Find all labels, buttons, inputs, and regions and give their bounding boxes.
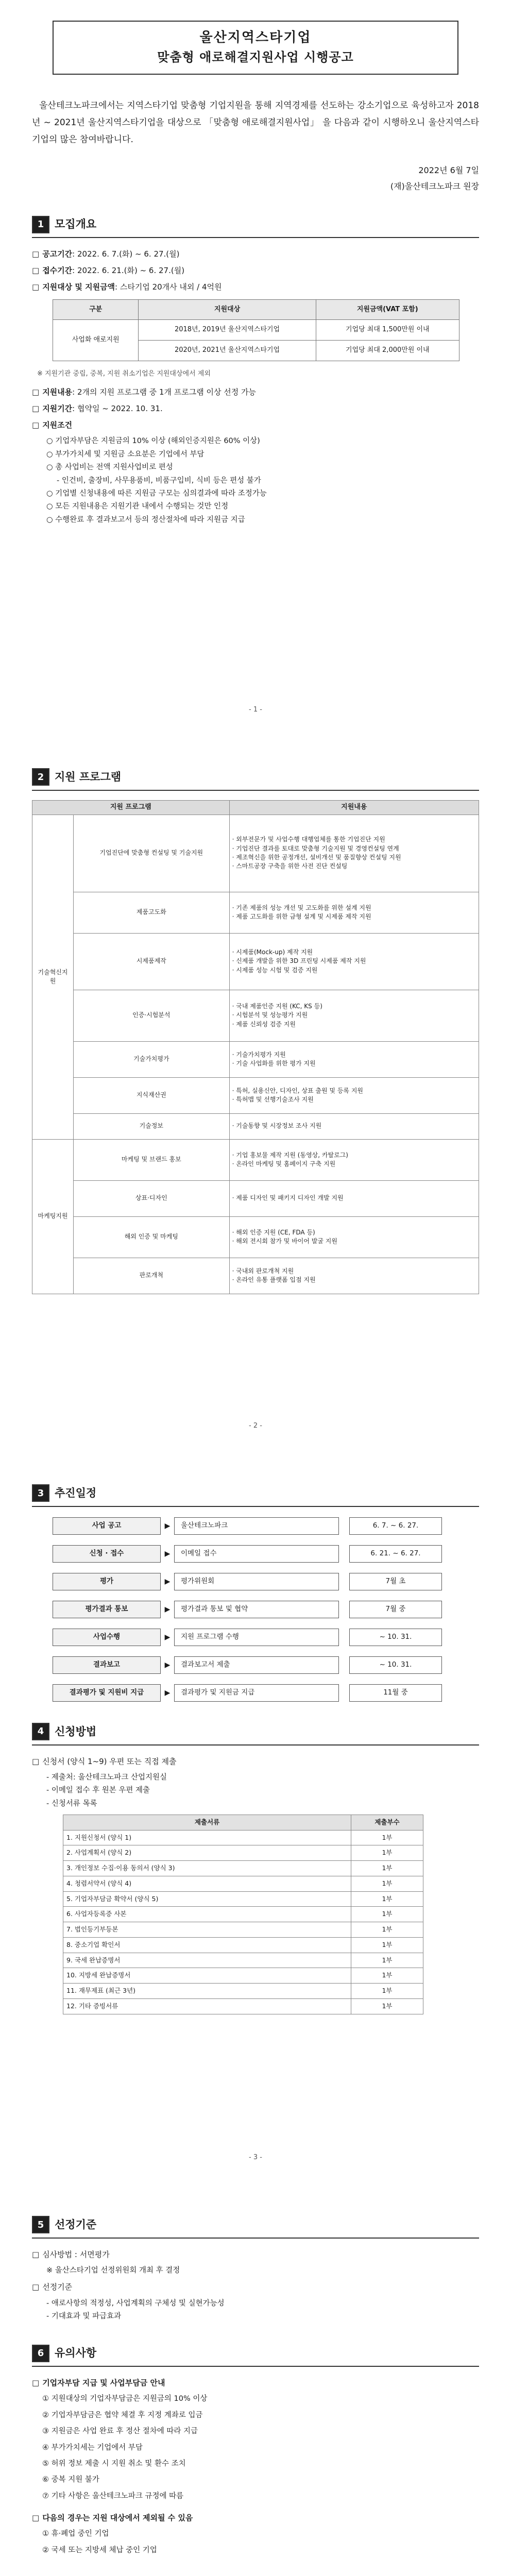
criteria-line: □ 선정기준 [32,2282,73,2292]
step-body: 결과보고서 제출 [174,1656,339,1674]
table-row: 5. 기업자부담금 확약서 (양식 5) 1부 [63,1891,423,1907]
table-row: 9. 국세 완납증명서 1부 [63,1953,423,1968]
table-row: 12. 기타 증빙서류 1부 [63,1998,423,2014]
row-value: : 2022. 6. 21.(화) ~ 6. 27.(월) [72,266,185,276]
apply-line: - 이메일 접수 후 원본 우편 제출 [46,1786,150,1795]
table-row [32,1077,479,1113]
page-1 [0,0,511,737]
notice-line: □ 다음의 경우는 지원 대상에서 제외될 수 있음 [32,2513,193,2522]
section-number: 3 [32,1484,49,1502]
notice-line: □ 기업자부담 지급 및 사업부담금 안내 [32,2378,165,2388]
step-body: 결과평가 및 지원금 지급 [174,1684,339,1702]
schedule-step [53,1545,454,1563]
page-number: - 2 - [249,1422,262,1430]
step-date: 7월 중 [349,1601,442,1618]
step-date: 6. 21. ~ 6. 27. [349,1545,442,1563]
table-cell: 2020년, 2021년 울산지역스타기업 [139,341,316,361]
step-label: 평가 [53,1573,161,1590]
row-value: : 2022. 6. 7.(화) ~ 6. 27.(월) [72,249,180,259]
table-row [32,990,479,1041]
table-row [32,1041,479,1077]
program-table [32,800,479,1294]
step-date: ~ 10. 31. [349,1629,442,1646]
step-date: 11월 중 [349,1684,442,1702]
page-2 [0,737,511,1453]
program-sub: 해외 인증 및 마케팅 [74,1216,230,1258]
section-5-header [32,2215,479,2239]
row-label: 접수기간 [42,266,73,276]
section-2-header [32,768,479,791]
notice-title-box [53,21,458,75]
program-desc: · 제품 디자인 및 패키지 디자인 개발 지원 [229,1180,479,1216]
table-header: 제출서류 [63,1815,351,1830]
row-value: : 스타기업 20개사 내외 / 4억원 [115,282,222,292]
arrow-icon: ▶ [164,1688,171,1697]
row-period: □ 공고기간: 2022. 6. 7.(화) ~ 6. 27.(월) [32,249,180,259]
table-row [32,933,479,990]
condition-item: ○ 부가가치세 및 지원금 소요분은 기업에서 부담 [46,450,205,459]
table-row [32,1139,479,1180]
row-label: 공고기간 [42,249,73,259]
documents-table [63,1815,423,2014]
table-row [32,892,479,933]
table-row [32,815,479,892]
section-number: 2 [32,768,49,786]
program-sub: 기술가치평가 [74,1041,230,1077]
program-sub: 지식재산권 [74,1077,230,1113]
condition-item: ○ 기업별 신청내용에 따른 지원금 구모는 심의결과에 따라 조정가능 [46,489,267,498]
row-duration: □ 지원기간: 협약일 ~ 2022. 10. 31. [32,403,163,413]
row-value: : 협약일 ~ 2022. 10. 31. [72,403,163,413]
page-number: - 1 - [249,706,262,714]
program-sub: 제품고도화 [74,892,230,933]
issuer: (재)울산테크노파크 원장 [390,181,479,191]
notice-line: ① 지원대상의 기업자부담금은 지원금의 10% 이상 [42,2395,208,2403]
step-body: 평가결과 통보 및 협약 [174,1601,339,1618]
section-title: 유의사항 [55,2347,97,2360]
program-desc: · 특허, 실용신안, 디자인, 상표 출원 및 등록 지원 · 특허맵 및 선행기술조사 지원 [229,1077,479,1113]
section-3-header [32,1484,479,1507]
apply-line: - 제출처: 울산테크노파크 산업지원실 [46,1773,167,1782]
section-1-header [32,215,479,238]
notice-line: ⑤ 허위 정보 제출 시 지원 취소 및 환수 조치 [42,2459,186,2468]
row-value: : 2개의 지원 프로그램 중 1개 프로그램 이상 선정 가능 [72,387,257,397]
program-sub: 마케팅 및 브랜드 홍보 [74,1139,230,1180]
page-number: - 3 - [249,2154,262,2162]
table-row: 1. 지원신청서 (양식 1) 1부 [63,1830,423,1845]
notice-line: ② 국세 또는 지방세 체납 중인 기업 [42,2546,157,2554]
step-label: 결과평가 및 지원비 지급 [53,1684,161,1702]
program-desc: · 기존 제품의 성능 개선 및 고도화를 위한 설계 지원 · 제품 고도화를 위한 금형 설계 및 시제품 제작 지원 [229,892,479,933]
program-group: 마케팅지원 [32,1139,74,1294]
schedule-step [53,1629,454,1646]
notice-line: ⑦ 기타 사항은 울산테크노파크 규정에 따름 [42,2492,184,2500]
table-note: ※ 지원기관 중립, 중복, 지원 취소기업은 지원대상에서 제외 [37,369,211,378]
program-desc: · 기술동향 및 시장정보 조사 지원 [229,1113,479,1139]
notice-title-line1: 울산지역스타기업 [199,30,312,45]
step-body: 평가위원회 [174,1573,339,1590]
table-row [32,1180,479,1216]
table-row: 6. 사업자등록증 사본 1부 [63,1907,423,1922]
page-3 [0,1453,511,2184]
step-label: 평가결과 통보 [53,1601,161,1618]
notice-date: 2022년 6월 7일 [418,165,479,176]
criteria-line: ※ 울산스타기업 선정위원회 개최 후 결정 [46,2266,180,2275]
table-row: 7. 법인등기부등본 1부 [63,1922,423,1938]
program-group: 기술혁신지원 [32,815,74,1139]
table-row: 2. 사업계획서 (양식 2) 1부 [63,1845,423,1861]
step-date: ~ 10. 31. [349,1656,442,1674]
section-title: 신청방법 [55,1725,97,1738]
table-row [32,1216,479,1258]
table-row [32,1258,479,1294]
notice-line: ③ 지원금은 사업 완료 후 정산 절차에 따라 지급 [42,2427,198,2436]
arrow-icon: ▶ [164,1660,171,1669]
support-amount-table [53,299,459,361]
page-4 [0,2184,511,2576]
program-sub: 인증·시험분석 [74,990,230,1041]
arrow-icon: ▶ [164,1633,171,1641]
apply-line: □ 신청서 (양식 1~9) 우편 또는 직접 제출 [32,1756,177,1766]
step-body: 지원 프로그램 수행 [174,1629,339,1646]
condition-item: ○ 기업자부담은 지원금의 10% 이상 (해외인증지원은 60% 이상) [46,437,260,446]
step-body: 울산테크노파크 [174,1517,339,1535]
section-title: 추진일정 [55,1487,97,1499]
table-row [32,1113,479,1139]
row-label: 지원기간 [42,403,73,413]
arrow-icon: ▶ [164,1577,171,1586]
schedule-flow [53,1517,454,1702]
program-sub: 기술정보 [74,1113,230,1139]
table-header: 지원 프로그램 [32,800,230,815]
condition-item: - 인건비, 출장비, 사무용품비, 비품구입비, 식비 등은 편성 불가 [57,476,261,485]
program-desc: · 외부전문가 및 사업수행 대행업체를 통한 기업진단 지원 · 기업진단 결과를 토대로 맞춤형 기술지원 및 경영컨설팅 연계 · 제조혁신을 위한 공정개선, 설비개선 및 품질향상 컨설팅 지원 · 스마트공장 구축을 위한 사전 진단 컨설팅 [229,815,479,892]
row-label: 지원내용 [42,387,73,397]
section-title: 지원 프로그램 [55,771,122,783]
program-desc: · 국내외 판로개척 지원 · 온라인 유통 플랫폼 입점 지원 [229,1258,479,1294]
program-desc: · 국내 제품인증 지원 (KC, KS 등) · 시험분석 및 성능평가 지원 · 제품 신뢰성 검증 지원 [229,990,479,1041]
arrow-icon: ▶ [164,1521,171,1530]
step-label: 신청 · 접수 [53,1545,161,1563]
table-header: 구분 [53,299,139,320]
table-cell: 2018년, 2019년 울산지역스타기업 [139,320,316,341]
row-receipt: □ 접수기간: 2022. 6. 21.(화) ~ 6. 27.(월) [32,266,185,276]
criteria-line: - 애로사항의 적정성, 사업계획의 구체성 및 실현가능성 [46,2299,225,2308]
table-row [53,320,459,341]
program-sub: 판로개척 [74,1258,230,1294]
program-desc: · 시제품(Mock-up) 제작 지원 · 신제품 개발을 위한 3D 프린팅 시제품 제작 지원 · 시제품 성능 시험 및 검증 지원 [229,933,479,990]
notice-title-line2: 맞춤형 애로해결지원사업 시행공고 [157,50,354,64]
section-number: 4 [32,1723,49,1740]
row-conditions: □ 지원조건 [32,420,73,430]
table-cell: 사업화 애로지원 [53,320,139,361]
arrow-icon: ▶ [164,1549,171,1558]
table-header: 지원내용 [229,800,479,815]
step-label: 사업 공고 [53,1517,161,1535]
program-desc: · 해외 인증 지원 (CE, FDA 등) · 해외 전시회 참가 및 바이어 발굴 지원 [229,1216,479,1258]
table-row: 10. 지방세 완납증명서 1부 [63,1968,423,1984]
row-method: □ 지원내용: 2개의 지원 프로그램 중 1개 프로그램 이상 선정 가능 [32,387,257,397]
program-sub: 상표·디자인 [74,1180,230,1216]
section-number: 1 [32,216,49,233]
intro-paragraph: 울산테크노파크에서는 지역스타기업 맞춤형 기업지원을 통해 지역경제를 선도하는 강소기업으로 육성하고자 2018년 ~ 2021년 울산지역스타기업을 대상으로 「맞춤형 애로해결지원사업」 을 다음과 같이 시행하오니 울산지역스타기업의 많은 참여바랍니다. [32,100,479,145]
row-target: □ 지원대상 및 지원금액: 스타기업 20개사 내외 / 4억원 [32,282,222,292]
criteria-line: □ 심사방법 : 서면평가 [32,2249,110,2259]
notice-line: ② 기업자부담금은 협약 체결 후 지정 계좌로 입금 [42,2411,203,2419]
table-row: 4. 청렴서약서 (양식 4) 1부 [63,1876,423,1891]
table-row: 8. 중소기업 확인서 1부 [63,1937,423,1953]
apply-line: - 신청서류 목록 [46,1799,97,1808]
table-row: 11. 재무제표 (최근 3년) 1부 [63,1984,423,1999]
table-header: 지원대상 [139,299,316,320]
condition-item: ○ 모든 지원내용은 지원기관 내에서 수행되는 것만 인정 [46,502,229,511]
schedule-step [53,1601,454,1618]
table-header: 제출부수 [351,1815,423,1830]
program-desc: · 기업 홍보물 제작 지원 (동영상, 카탈로그) · 온라인 마케팅 및 홈페이지 구축 지원 [229,1139,479,1180]
section-number: 6 [32,2345,49,2362]
table-cell: 기업당 최대 2,000만원 이내 [316,341,459,361]
step-label: 결과보고 [53,1656,161,1674]
schedule-step [53,1573,454,1590]
section-number: 5 [32,2216,49,2233]
table-cell: 기업당 최대 1,500만원 이내 [316,320,459,341]
notice-line: ④ 부가가치세는 기업에서 부담 [42,2443,143,2452]
schedule-step [53,1517,454,1535]
notice-date-block [32,163,479,194]
program-sub: 기업진단에 맞춤형 컨설팅 및 기술지원 [74,815,230,892]
condition-item: ○ 수행완료 후 결과보고서 등의 정산절차에 따라 지원금 지급 [46,515,245,524]
row-label: 지원조건 [42,420,73,430]
condition-item: ○ 총 사업비는 전액 지원사업비로 편성 [46,463,173,472]
section-title: 모집개요 [55,218,97,231]
arrow-icon: ▶ [164,1605,171,1614]
criteria-line: - 기대효과 및 파급효과 [46,2312,122,2320]
table-row: 3. 개인정보 수집·이용 동의서 (양식 3) 1부 [63,1861,423,1876]
table-header: 지원금액(VAT 포함) [316,299,459,320]
schedule-step [53,1684,454,1702]
step-date: 7월 초 [349,1573,442,1590]
step-date: 6. 7. ~ 6. 27. [349,1517,442,1535]
notice-line: ⑥ 중복 지원 불가 [42,2476,99,2484]
section-6-header [32,2344,479,2367]
program-desc: · 기술가치평가 지원 · 기술 사업화를 위한 평가 지원 [229,1041,479,1077]
section-4-header [32,1722,479,1745]
program-sub: 시제품제작 [74,933,230,990]
step-body: 이메일 접수 [174,1545,339,1563]
step-label: 사업수행 [53,1629,161,1646]
section-title: 선정기준 [55,2218,97,2231]
schedule-step [53,1656,454,1674]
row-label: 지원대상 및 지원금액 [42,282,115,292]
notice-line: ① 휴·폐업 중인 기업 [42,2530,109,2538]
